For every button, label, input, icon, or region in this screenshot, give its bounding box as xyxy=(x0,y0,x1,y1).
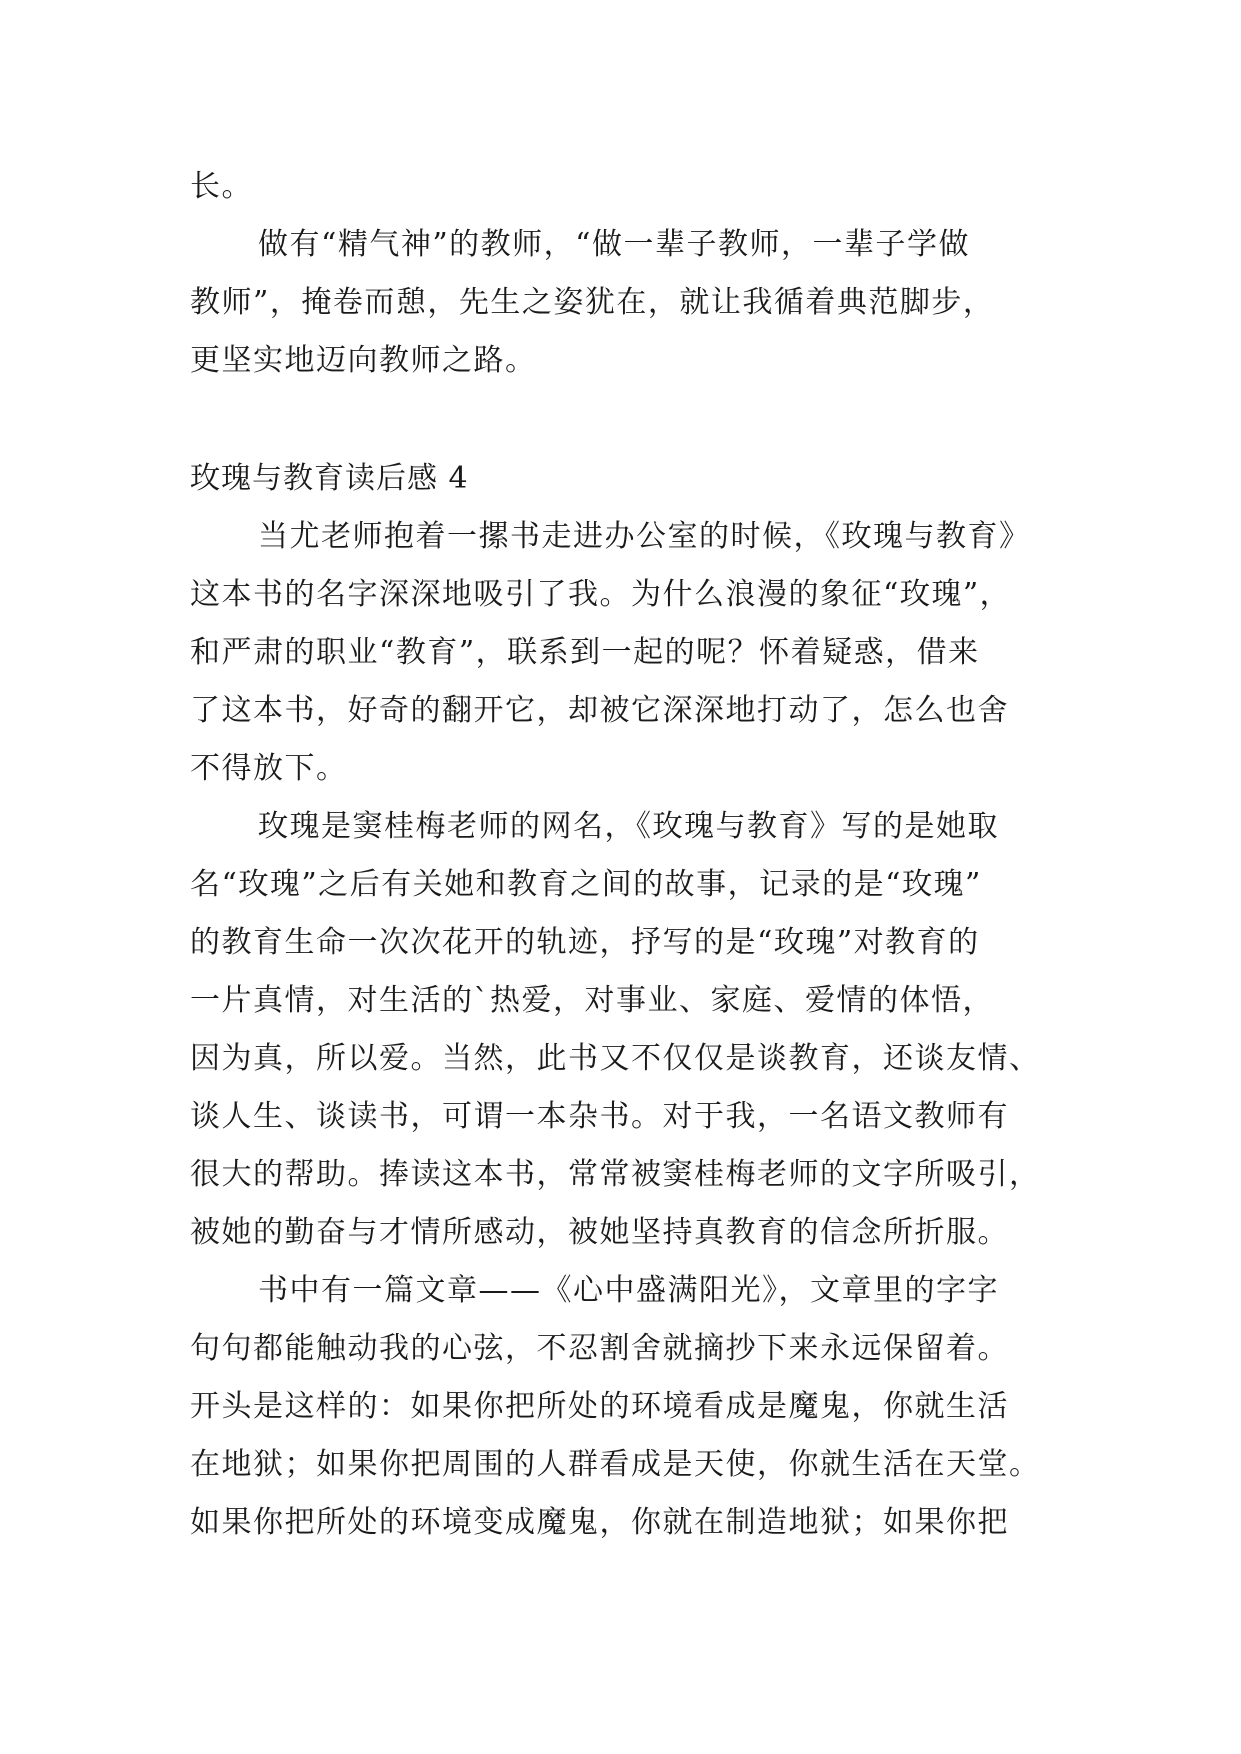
paragraph-line: 开头是这样的：如果你把所处的环境看成是魔鬼，你就生活 xyxy=(190,1389,1009,1424)
paragraph-line: 教师”，掩卷而憩，先生之姿犹在，就让我循着典范脚步， xyxy=(190,285,995,320)
paragraph-line: 做有“精气神”的教师，“做一辈子教师，一辈子学做 xyxy=(258,227,971,262)
paragraph-line: 谈人生、谈读书，可谓一本杂书。对于我，一名语文教师有 xyxy=(190,1099,1009,1134)
paragraph-line: 更坚实地迈向教师之路。 xyxy=(190,343,537,378)
paragraph-line: 的教育生命一次次花开的轨迹，抒写的是“玫瑰”对教育的 xyxy=(190,925,980,960)
paragraph-line: 书中有一篇文章——《心中盛满阳光》，文章里的字字 xyxy=(258,1273,999,1308)
paragraph-line: 在地狱；如果你把周围的人群看成是天使，你就生活在天堂。 xyxy=(190,1447,1041,1482)
paragraph-line: 被她的勤奋与才情所感动，被她坚持真教育的信念所折服。 xyxy=(190,1215,1009,1250)
paragraph-line: 这本书的名字深深地吸引了我。为什么浪漫的象征“玫瑰”， xyxy=(190,577,1012,612)
paragraph-line: 很大的帮助。捧读这本书，常常被窦桂梅老师的文字所吸引， xyxy=(190,1157,1041,1192)
paragraph-line: 如果你把所处的环境变成魔鬼，你就在制造地狱；如果你把 xyxy=(190,1505,1009,1540)
paragraph-line: 玫瑰是窦桂梅老师的网名，《玫瑰与教育》写的是她取 xyxy=(258,809,999,844)
paragraph-line: 长。 xyxy=(190,169,253,204)
paragraph-line: 不得放下。 xyxy=(190,751,348,786)
paragraph-line: 因为真，所以爱。当然，此书又不仅仅是谈教育，还谈友情、 xyxy=(190,1041,1041,1076)
paragraph-line: 句句都能触动我的心弦，不忍割舍就摘抄下来永远保留着。 xyxy=(190,1331,1009,1366)
paragraph-line: 当尤老师抱着一摞书走进办公室的时候，《玫瑰与教育》 xyxy=(258,519,1031,554)
paragraph-line: 名“玫瑰”之后有关她和教育之间的故事，记录的是“玫瑰” xyxy=(190,867,982,902)
paragraph-line: 一片真情，对生活的`热爱，对事业、家庭、爱情的体悟， xyxy=(190,983,994,1018)
paragraph-line: 和严肃的职业“教育”，联系到一起的呢？怀着疑惑，借来 xyxy=(190,635,980,670)
section-gap xyxy=(190,390,1060,450)
document-page xyxy=(190,158,1060,1552)
paragraph-line: 了这本书，好奇的翻开它，却被它深深地打动了，怎么也舍 xyxy=(190,693,1009,728)
section-title: 玫瑰与教育读后感 4 xyxy=(190,461,469,496)
